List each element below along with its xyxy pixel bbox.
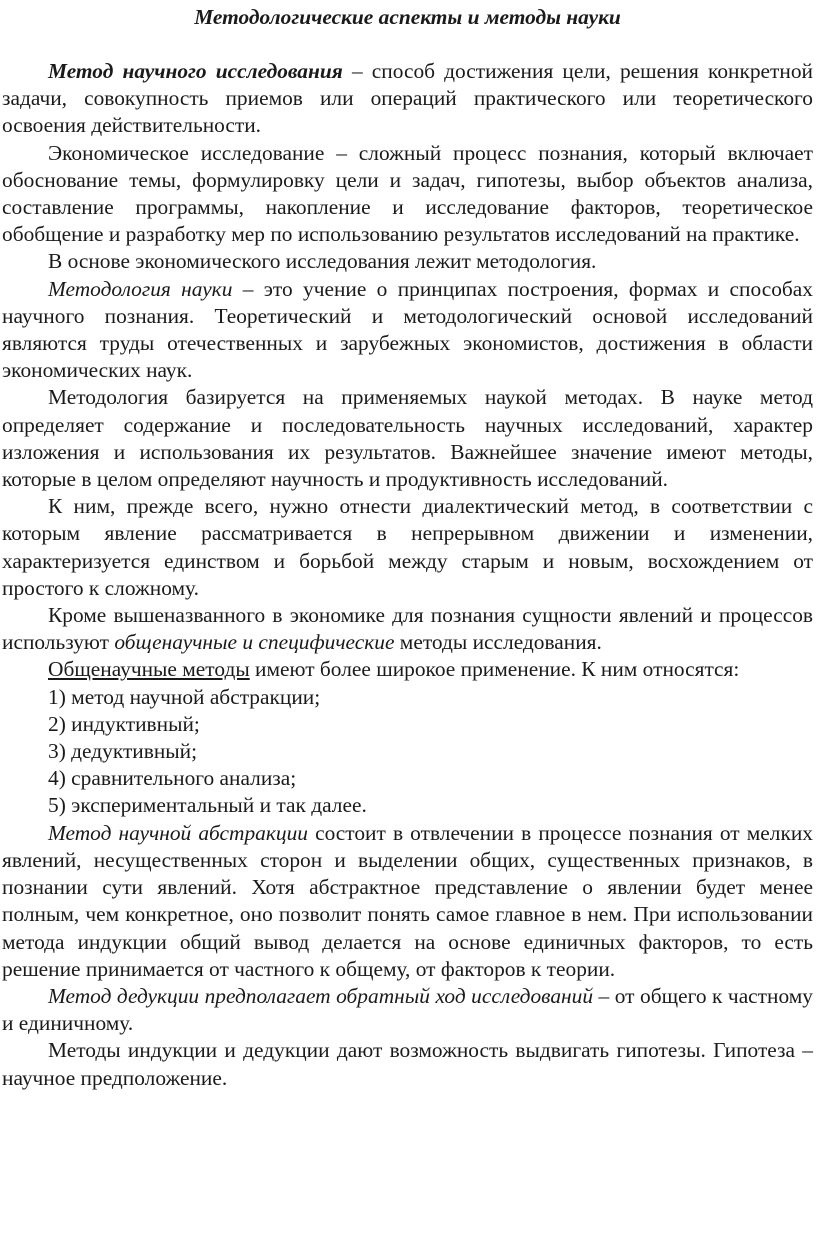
term-general-specific: общенаучные и специфические [114, 630, 395, 655]
term-general-methods: Общенаучные методы [48, 657, 250, 682]
paragraph-general-methods [2, 656, 813, 683]
paragraph-hypotheses: Методы индукции и дедукции дают возможность выдвигать гипотезы. Гипотеза – научное предположение. [2, 1038, 813, 1090]
paragraph-method-definition [2, 58, 813, 140]
paragraph-text: – способ достижения цели, решения конкретной задачи, совокупность приемов или операций практического или теоретического освоения действительности. [2, 59, 813, 138]
paragraph-methodology-definition [2, 276, 813, 385]
list-item: 2) индуктивный; [48, 711, 200, 736]
list-item: 5) экспериментальный и так далее. [48, 793, 367, 818]
list-item: 4) сравнительного анализа; [48, 766, 297, 791]
paragraph-deduction-method [2, 983, 813, 1037]
term-abstraction: Метод научной абстракции [48, 820, 308, 845]
paragraph-text: имеют более широкое применение. К ним относятся: [249, 657, 740, 682]
term-research-method: Метод научного исследования [48, 59, 343, 83]
paragraph-methodology-methods: Методология базируется на применяемых наукой методах. В науке метод определяет содержание и последовательность научных исследований, характер изложения и использования их результатов. Важнейшее значение имеют методы, которые в целом определяют научность и продуктивность исследований. [2, 385, 813, 492]
paragraph-methodology-basis: В основе экономического исследования лежит методология. [48, 249, 597, 274]
list-item: 1) метод научной абстракции; [48, 684, 321, 709]
paragraph-text: – это учение о принципах построения, формах и способах научного познания. Теоретический и методологический основой исследований являются труды отечественных и зарубежных экономистов, достижения в области экономических наук. [2, 276, 813, 383]
methods-list [2, 684, 813, 820]
term-methodology: Методология науки [48, 276, 233, 301]
list-item: 3) дедуктивный; [48, 739, 198, 764]
paragraph-text: – от общего к частному и единичному. [2, 983, 813, 1036]
paragraph-text: Кроме вышеназванного в экономике для познания сущности явлений и процессов используют [2, 603, 813, 655]
paragraph-dialectical-method: К ним, прежде всего, нужно отнести диалектический метод, в соответствии с которым явление рассматривается в непрерывном движении и изменении, характеризуется единством и борьбой между старым и новым, восхождением от простого к сложному. [2, 494, 813, 600]
paragraph-abstraction-method [2, 820, 813, 983]
paragraph-text: состоит в отвлечении в процессе познания от мелких явлений, несущественных сторон и выделении общих, существенных признаков, в познании сути явлений. Хотя абстрактное представление о явлении будет менее полным, чем конкретное, оно позволит понять самое главное в нем. При использовании метода индукции общий вывод делается на основе единичных факторов, то есть решение принимается от частного к общему, от факторов к теории. [2, 820, 813, 981]
paragraph-text: методы исследования. [394, 630, 602, 655]
term-deduction: Метод дедукции предполагает обратный ход исследований [48, 983, 594, 1008]
document-title: Методологические аспекты и методы науки [194, 5, 621, 29]
paragraph-economic-research: Экономическое исследование – сложный процесс познания, который включает обоснование темы, формулировку цели и задач, гипотезы, выбор объектов анализа, составление программы, накопление и исследование факторов, теоретическое обобщение и разработку мер по использованию результатов исследований на практике. [2, 140, 813, 247]
paragraph-general-specific [2, 602, 813, 656]
